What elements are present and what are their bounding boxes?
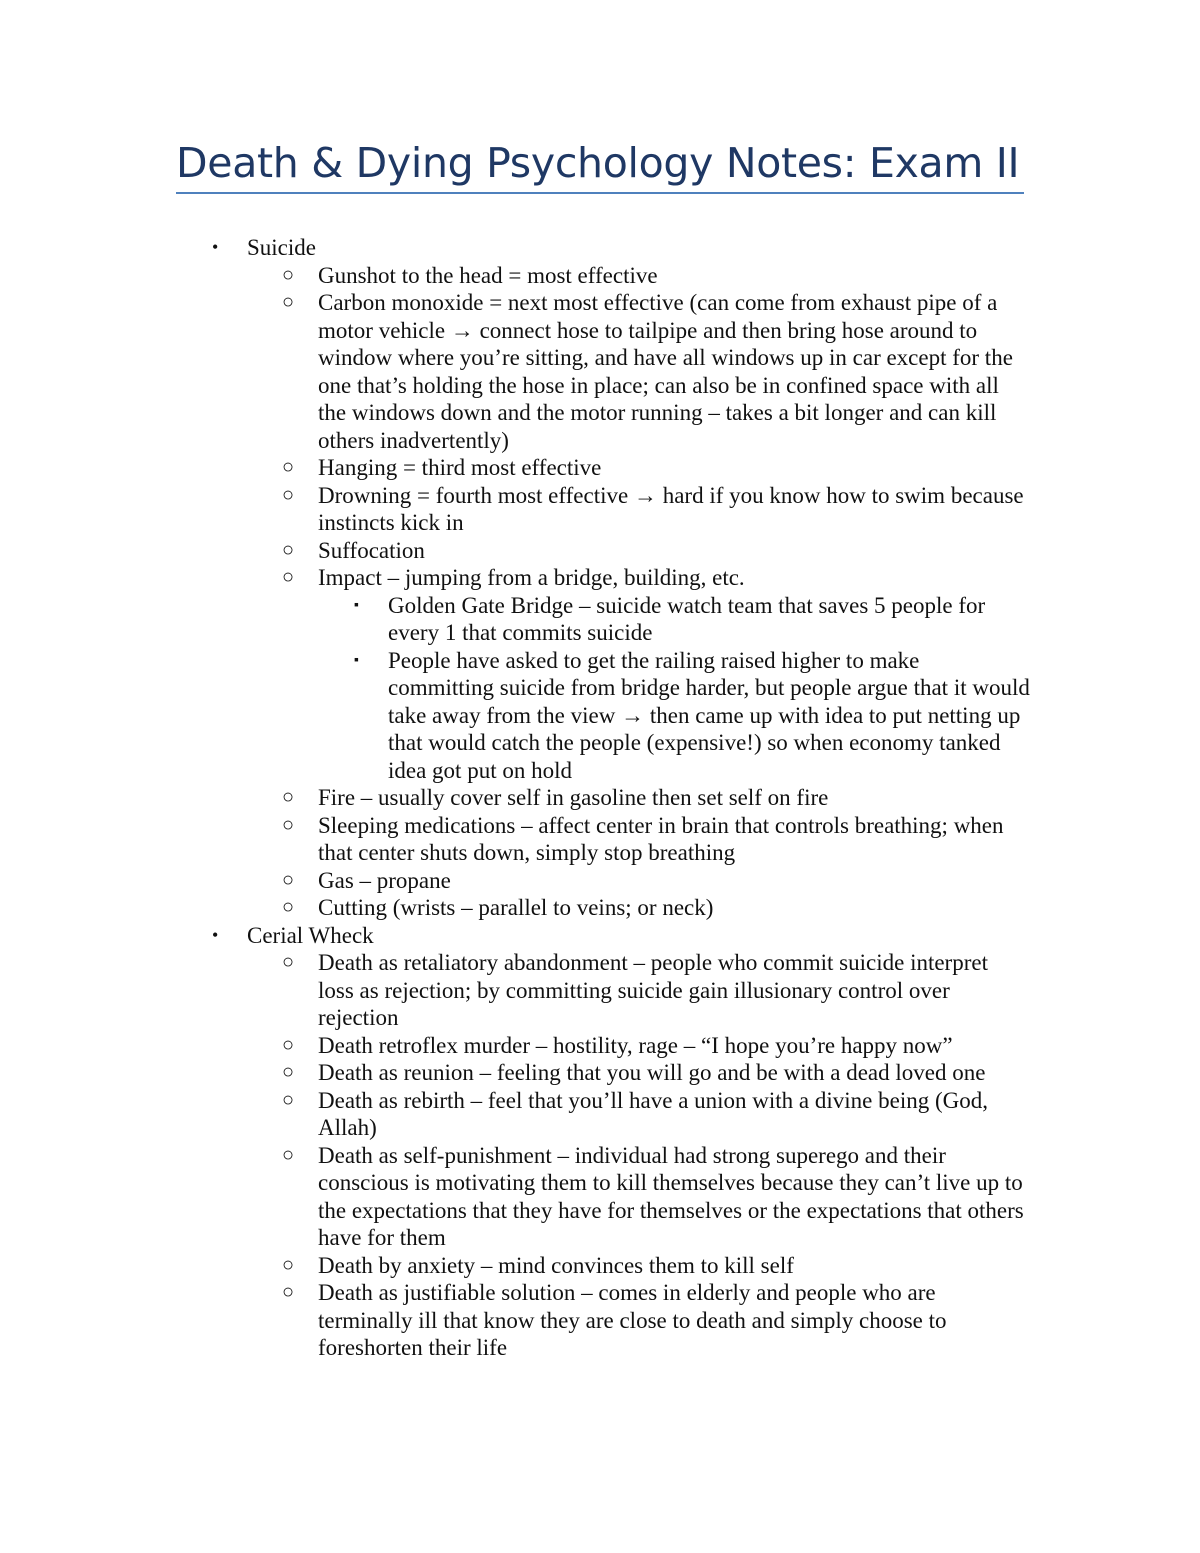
notes-body <box>0 234 1200 1362</box>
list-item-text: Death as retaliatory abandonment – people who commit suicide interpret loss as rejection; by committing suicide gain illusionary control over rejection <box>318 950 988 1030</box>
list-item-text: Gunshot to the head = most effective <box>318 262 658 288</box>
title-underline <box>176 192 1024 194</box>
circle-bullet-icon: ○ <box>282 951 295 973</box>
circle-bullet-icon: ○ <box>282 896 295 918</box>
sub-list-item <box>0 647 1030 785</box>
circle-bullet-icon: ○ <box>282 786 295 808</box>
circle-bullet-icon: ○ <box>282 1061 295 1083</box>
circle-bullet-icon: ○ <box>282 1143 295 1166</box>
list-item-text: Death as reunion – feeling that you will go and be with a dead loved one <box>318 1060 986 1085</box>
section-suicide <box>0 234 1200 262</box>
circle-bullet-icon: ○ <box>282 291 295 313</box>
list-item-text: Cutting (wrists – parallel to veins; or neck) <box>318 895 714 920</box>
circle-bullet-icon: ○ <box>282 868 295 891</box>
list-item <box>0 1059 1026 1087</box>
list-item <box>0 262 1026 290</box>
list-item <box>0 1142 1026 1252</box>
list-item-text: Death as self-punishment – individual had strong superego and their conscious is motivating them to kill themselves because they can’t live up to the expectations that they have for themselves or the expectations that others have for them <box>318 1142 1024 1250</box>
circle-bullet-icon: ○ <box>282 1088 295 1111</box>
outline-list <box>0 234 1200 1362</box>
square-bullet-icon: ▪ <box>354 597 359 613</box>
circle-bullet-icon: ○ <box>282 813 295 836</box>
list-item-text: Sleeping medications – affect center in brain that controls breathing; when that center shuts down, simply stop breathing <box>318 812 1004 865</box>
circle-bullet-icon: ○ <box>282 1033 295 1056</box>
square-bullet-icon: ▪ <box>354 652 359 668</box>
circle-bullet-icon: ○ <box>282 1253 295 1276</box>
list-item <box>0 894 1026 922</box>
list-item <box>0 537 1026 565</box>
circle-bullet-icon: ○ <box>282 1281 295 1303</box>
bullet-icon: • <box>212 237 219 257</box>
circle-bullet-icon: ○ <box>282 538 295 561</box>
list-item-text: Gas – propane <box>318 867 451 893</box>
circle-bullet-icon: ○ <box>282 566 295 588</box>
section-cerial-wheck <box>0 922 1200 950</box>
list-item-text: Carbon monoxide = next most effective (can come from exhaust pipe of a motor vehicle → connect hose to tailpipe and then bring hose around to window where you’re sitting, and have all windows up in car except for the one that’s holding the hose in place; can also be in confined space with all the windows down and the motor running – takes a bit longer and can kill others inadvertently) <box>318 290 1013 453</box>
list-item-text: Impact – jumping from a bridge, building, etc. <box>318 565 745 590</box>
list-item <box>0 1087 1026 1142</box>
list-item-text: Hanging = third most effective <box>318 455 602 480</box>
list-item-text: Death retroflex murder – hostility, rage – “I hope you’re happy now” <box>318 1032 953 1058</box>
section-label: Suicide <box>247 235 316 260</box>
list-item-text: Drowning = fourth most effective → hard if you know how to swim because instincts kick in <box>318 482 1024 535</box>
circle-bullet-icon: ○ <box>282 456 295 478</box>
list-item <box>0 482 1026 537</box>
sub-list-item-text: People have asked to get the railing raised higher to make committing suicide from bridge harder, but people argue that it would take away from the view → then came up with idea to put netting up that would catch the people (expensive!) so when economy tanked idea got put on hold <box>388 647 1030 783</box>
list-item <box>0 454 1026 482</box>
list-item <box>0 949 1026 1032</box>
sub-list-item-text: Golden Gate Bridge – suicide watch team that saves 5 people for every 1 that commits suicide <box>388 592 986 645</box>
list-item-text: Death as rebirth – feel that you’ll have a union with a divine being (God, Allah) <box>318 1087 988 1140</box>
section-label: Cerial Wheck <box>247 922 374 948</box>
sub-list-item <box>0 592 1030 647</box>
list-item-text: Death by anxiety – mind convinces them to kill self <box>318 1252 794 1278</box>
list-item <box>0 289 1026 454</box>
page-title: Death & Dying Psychology Notes: Exam II <box>176 139 1020 187</box>
list-item <box>0 867 1026 895</box>
list-item <box>0 812 1026 867</box>
list-item-text: Fire – usually cover self in gasoline then set self on fire <box>318 785 829 810</box>
list-item <box>0 784 1026 812</box>
list-item-text: Suffocation <box>318 537 425 563</box>
bullet-icon: • <box>212 924 219 945</box>
list-item <box>0 564 1026 592</box>
list-item <box>0 1032 1026 1060</box>
circle-bullet-icon: ○ <box>282 483 295 506</box>
circle-bullet-icon: ○ <box>282 263 295 286</box>
list-item <box>0 1279 1026 1362</box>
list-item-text: Death as justifiable solution – comes in elderly and people who are terminally ill that know they are close to death and simply choose to foreshorten their life <box>318 1280 947 1360</box>
list-item <box>0 1252 1026 1280</box>
